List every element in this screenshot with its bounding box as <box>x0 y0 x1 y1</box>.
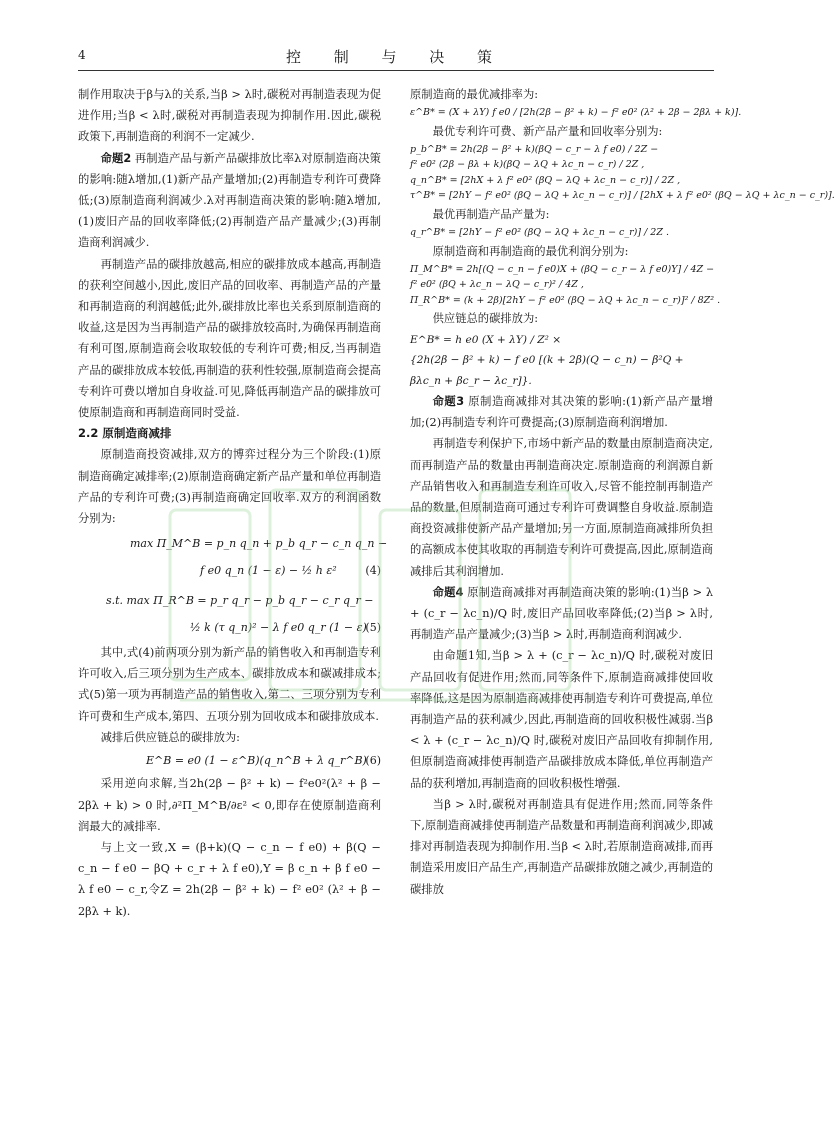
paragraph: 原制造商的最优减排率为: <box>410 88 539 101</box>
paragraph: 再制造产品的碳排放越高,相应的碳排放成本越高,再制造的获利空间越小,因此,废旧产品的回收率、再制造产品的产量和再制造商的利润越低;此外,碳排放比率也关系到原制造商的收益,这是因为当再制造产品的碳排放较高时,为确保再制造商有利可图,原制造商会收取较低的专利许可费;相反,当再制造产品的碳排放成本较低,再制造的获利性较强,原制造商会提高专利许可费以增加自身收益.可见,降低再制造产品的碳排放可使原制造商和再制造商同时受益. <box>78 257 381 420</box>
proposition-4 <box>410 582 713 646</box>
formula-emission-cont: βλc_n + βc_r − λc_r]}. <box>410 374 532 387</box>
proposition-text: 原制造商减排对其决策的影响:(1)新产品产量增加;(2)再制造专利许可费提高;(3)原制造商利润增加. <box>410 395 714 430</box>
equation-number: (6) <box>365 754 381 768</box>
proposition-label: 命题2 <box>100 151 132 165</box>
paragraph: 由命题1知,当β > λ + (c_r − λc_n)/Q 时,碳税对废旧产品回收有促进作用;然而,同等条件下,原制造商减排使回收率降低,这是因为原制造商减排使再制造专利许可费提高,单位再制造产品的获利减少,因此,再制造商的回收积极性减弱.当β < λ + (c_r − λc_n)/Q 时,碳税对废旧产品回收有抑制作用,但原制造商减排使再制造产品碳排放成本降低,单位再制造产品的获利增加,再制造商的回收积极性增强. <box>410 649 713 790</box>
formula-profit-r: Π_R^B* = (k + 2β)[2hY − f² e0² (βQ − λQ + λc_n − c_r)]² / 8Z² . <box>410 294 721 306</box>
equation-5-line1: s.t. max Π_R^B = p_r q_r − p_b q_r − c_r q_r − <box>106 593 374 607</box>
formula-reman-quantity: q_r^B* = [2hY − f² e0² (βQ − λQ + λc_n − c_r)] / 2Z . <box>410 227 669 239</box>
paragraph: 再制造专利保护下,市场中新产品的数量由原制造商决定,而再制造产品的数量由再制造商决定.原制造商的利润源自新产品销售收入和再制造专利许可收入,尽管不能控制再制造产品的数量,但原制造商可通过专利许可费调整自身收益.原制造商投资减排使新产品产量增加;另一方面,原制造商减排所负担的高额成本使其收取的再制造专利许可费提高,因此,原制造商减排后其利润增加. <box>410 437 713 578</box>
proposition-2 <box>78 148 381 254</box>
proposition-3 <box>410 391 713 433</box>
right-column <box>410 84 835 900</box>
page-header <box>78 46 714 71</box>
paragraph: 其中,式(4)前两项分别为新产品的销售收入和再制造专利许可收入,后三项分别为生产成本、碳排放成本和碳减排成本;式(5)第一项为再制造产品的销售收入,第二、三项分别为专利许可费和生产成本,第四、五项分别为回收成本和碳排放成本. <box>78 646 381 723</box>
paragraph: 制作用取决于β与λ的关系,当β > λ时,碳税对再制造表现为促进作用;当β < λ时,碳税对再制造表现为抑制作用.因此,碳税政策下,再制造商的利润不一定减少. <box>78 88 381 144</box>
equation-number: (4) <box>365 564 381 578</box>
equation-6: E^B = e0 (1 − ε^B)(q_n^B + λ q_r^B) (6) <box>78 750 381 771</box>
journal-title: 控 制 与 决 策 <box>285 48 507 66</box>
equation-4-line1: max Π_M^B = p_n q_n + p_b q_r − c_n q_n − <box>130 537 388 551</box>
paragraph: 供应链总的碳排放为: <box>432 312 539 326</box>
section-heading: 2.2 原制造商减排 <box>78 426 172 441</box>
paragraph: 最优再制造产品产量为: <box>432 207 550 221</box>
formula-license-fee: p_b^B* = 2h(2β − β² + k)(βQ − c_r − λ f e0) / 2Z − <box>410 143 659 155</box>
formula-profit-m: Π_M^B* = 2h[(Q − c_n − f e0)X + (βQ − c_r − λ f e0)Y] / 4Z − <box>410 263 715 275</box>
paragraph: 最优专利许可费、新产品产量和回收率分别为: <box>432 124 663 138</box>
proposition-label: 命题4 <box>432 585 464 599</box>
formula-emission-cont: {2h(2β − β² + k) − f e0 [(k + 2β)(Q − c_n) − β²Q + <box>410 354 684 367</box>
proposition-text: 再制造产品与新产品碳排放比率λ对原制造商决策的影响:随λ增加,(1)新产品产量增加;(2)再制造专利许可费降低;(3)原制造商利润减少.λ对再制造商决策的影响:随λ增加,(1)废旧产品的回收率降低;(2)再制造产品产量减少;(3)再制造商利润减少. <box>78 151 381 250</box>
formula-recovery-rate: τ^B* = [2hY − f² e0² (βQ − λQ + λc_n − c_r)] / [2hX + λ f² e0² (βQ − λQ + λc_n − c_r)]. <box>410 190 835 202</box>
formula-profit-m-cont: f² e0² (βQ + λc_n − λQ − c_r)² / 4Z , <box>410 279 584 291</box>
paragraph: 原制造商和再制造商的最优利润分别为: <box>432 244 629 258</box>
paragraph: 当β > λ时,碳税对再制造具有促进作用;然而,同等条件下,原制造商减排使再制造产品数量和再制造商利润减少,即减排对再制造表现为抑制作用.当β < λ时,若原制造商减排,而再制造采用废旧产品生产,再制造产品碳排放随之减少,再制造的碳排放 <box>410 797 713 896</box>
paragraph: 与上文一致,X = (β+k)(Q − c_n − f e0) + β(Q − c_n − f e0 − βQ + c_r + λ f e0),Y = β c_n + β f e0 − λ f e0 − c_r,令Z = 2h(2β − β² + k) − f² e0² (λ² + β − 2βλ + k). <box>78 840 381 918</box>
paragraph: 采用逆向求解,当2h(2β − β² + k) − f²e0²(λ² + β − 2βλ + k) > 0 时,∂²Π_M^B/∂ε² < 0,即存在使原制造商利润最大的减排率. <box>78 777 381 833</box>
page-number: 4 <box>78 48 86 62</box>
formula-optimal-reduction: ε^B* = (X + λY) f e0 / [2h(2β − β² + k) − f² e0² (λ² + 2β − 2βλ + k)]. <box>410 107 742 119</box>
equation-number: (5) <box>365 620 381 634</box>
equation-5-line2: ½ k (τ q_n)² − λ f e0 q_r (1 − ε) (5) <box>78 617 381 638</box>
proposition-label: 命题3 <box>432 395 465 409</box>
equation-4-line2: f e0 q_n (1 − ε) − ½ h ε² (4) <box>78 560 381 581</box>
left-column <box>78 84 388 922</box>
formula-emission: E^B* = h e0 (X + λY) / Z² × <box>410 333 562 346</box>
paragraph: 减排后供应链总的碳排放为: <box>100 730 240 744</box>
proposition-text: 原制造商减排对再制造商决策的影响:(1)当β > λ + (c_r − λc_n)/Q 时,废旧产品回收率降低;(2)当β > λ时,再制造产品产量减少;(3)当β > λ时,再制造商利润减少. <box>410 585 713 642</box>
formula-new-quantity: q_n^B* = [2hX + λ f² e0² (βQ − λQ + λc_n − c_r)] / 2Z , <box>410 174 681 186</box>
paragraph: 原制造商投资减排,双方的博弈过程分为三个阶段:(1)原制造商确定减排率;(2)原制造商确定新产品产量和单位再制造产品的专利许可费;(3)再制造商确定回收率.双方的利润函数分别为: <box>78 448 381 526</box>
formula-license-fee-cont: f² e0² (2β − βλ + k)(βQ − λQ + λc_n − c_r) / 2Z , <box>410 159 645 171</box>
